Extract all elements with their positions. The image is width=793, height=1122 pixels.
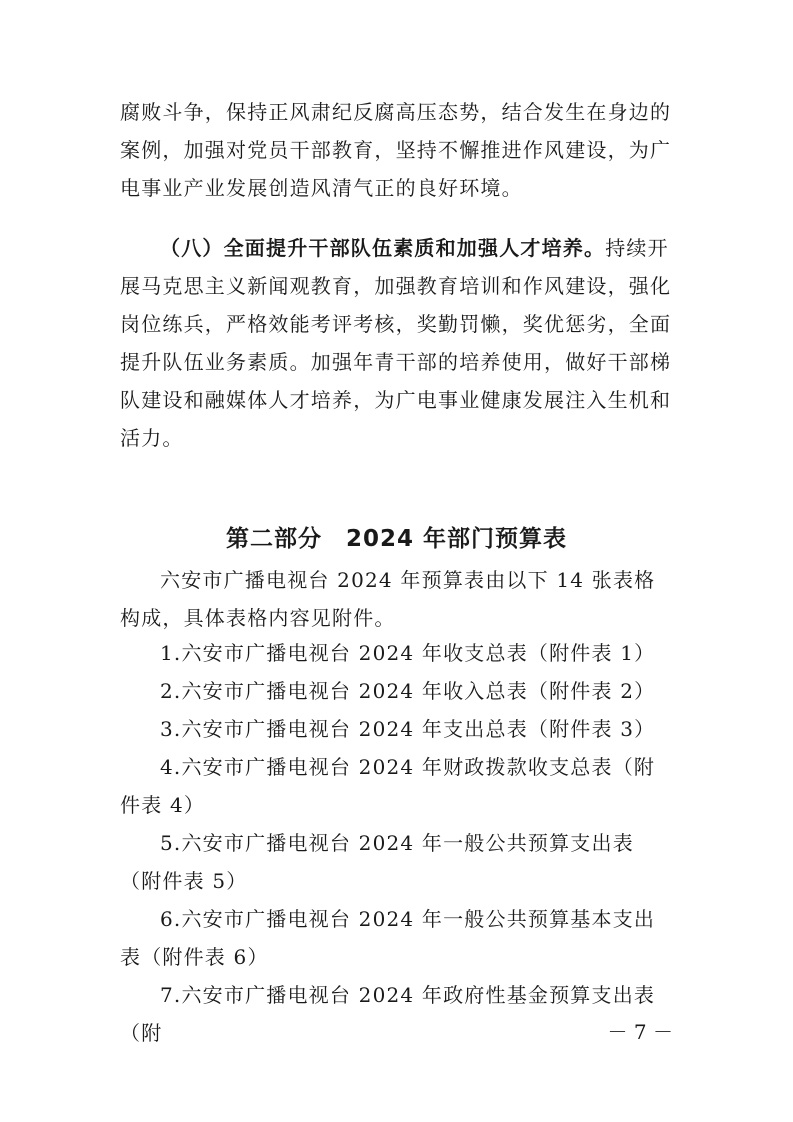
section-title: 第二部分 2024 年部门预算表 — [225, 526, 568, 552]
list-item: 7.六安市广播电视台 2024 年政府性基金预算支出表（附 — [120, 983, 656, 1045]
paragraph-anticorruption: 腐败斗争，保持正风肃纪反腐高压态势，结合发生在身边的案例，加强对党员干部教育，坚持不懈推进作风建设，为广电事业产业发展创造风清气正的良好环境。 — [120, 100, 672, 200]
subheading-eight: （八）全面提升干部队伍素质和加强人才培养。 — [160, 236, 606, 260]
paragraph-talent — [120, 229, 675, 457]
list-item: 5.六安市广播电视台 2024 年一般公共预算支出表（附件表 5） — [120, 831, 634, 893]
list-item: 4.六安市广播电视台 2024 年财政拨款收支总表（附件表 4） — [120, 755, 656, 817]
list-item: 3.六安市广播电视台 2024 年支出总表（附件表 3） — [160, 717, 656, 741]
page-number: － 7 － — [607, 1020, 673, 1044]
list-item: 2.六安市广播电视台 2024 年收入总表（附件表 2） — [160, 679, 656, 703]
section-intro: 六安市广播电视台 2024 年预算表由以下 14 张表格构成，具体表格内容见附件。 — [120, 568, 656, 630]
paragraph-talent-body: 持续开展马克思主义新闻观教育，加强教育培训和作风建设，强化岗位练兵，严格效能考评考核，奖勤罚懒，奖优惩劣，全面提升队伍业务素质。加强年青干部的培养使用，做好干部梯队建设和融媒体人才培养，为广电事业健康发展注入生机和活力。 — [120, 236, 672, 450]
list-item: 1.六安市广播电视台 2024 年收支总表（附件表 1） — [160, 641, 656, 665]
list-item: 6.六安市广播电视台 2024 年一般公共预算基本支出表（附件表 6） — [120, 907, 656, 969]
